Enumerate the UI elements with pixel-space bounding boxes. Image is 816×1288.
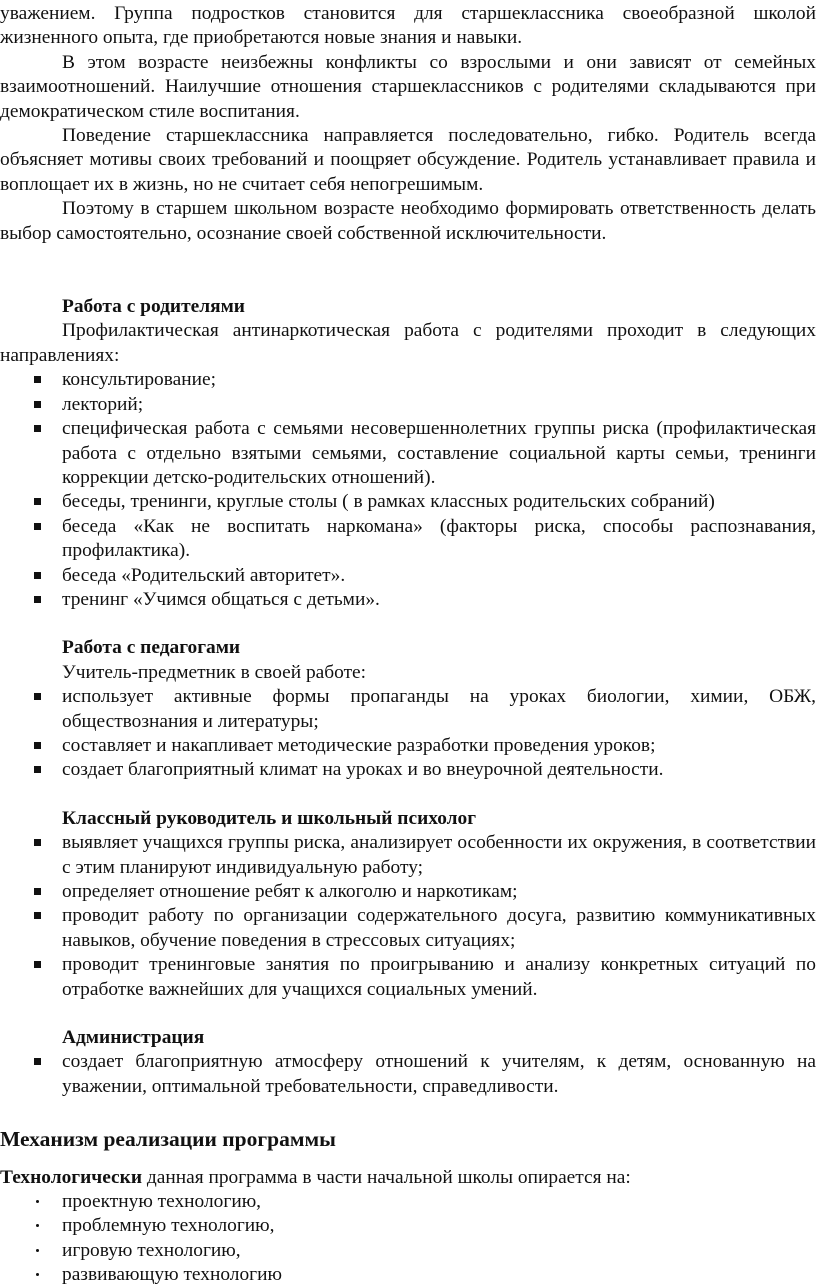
list-item: развивающую технологию xyxy=(0,1263,816,1287)
list-item: консультирование; xyxy=(0,368,816,392)
square-bullet-icon xyxy=(34,742,41,749)
intro-paragraph-2: В этом возрасте неизбежны конфликты со взрослыми и они зависят от семейных взаимоотношений. Наилучшие отношения старшеклассников с родителями складываются при демократическом стиле воспитания. xyxy=(0,51,816,122)
mechanism-lead-bold: Технологически xyxy=(0,1166,143,1188)
list-item: создает благоприятную атмосферу отношений к учителям, к детям, основанную на уважении, оптимальной требовательности, справедливости. xyxy=(0,1050,816,1099)
list-item: составляет и накапливает методические разработки проведения уроков; xyxy=(0,734,816,758)
administration-heading: Администрация xyxy=(62,1027,205,1049)
list-item: создает благоприятный климат на уроках и во внеурочной деятельности. xyxy=(0,758,816,782)
list-item: выявляет учащихся группы риска, анализирует особенности их окружения, в соответствии с этим планируют индивидуальную работу; xyxy=(0,831,816,880)
square-bullet-icon xyxy=(34,912,41,919)
list-item: определяет отношение ребят к алкоголю и наркотикам; xyxy=(0,880,816,904)
list-item: беседы, тренинги, круглые столы ( в рамках классных родительских собраний) xyxy=(0,490,816,514)
teachers-heading: Работа с педагогами xyxy=(62,637,241,659)
classteacher-list xyxy=(0,831,816,1002)
intro-paragraph-3: Поведение старшеклассника направляется последовательно, гибко. Родитель всегда объясняет мотивы своих требований и поощряет обсуждение. Родитель устанавливает правила и воплощает их в жизнь, но не считает себя непогрешимым. xyxy=(0,125,816,195)
square-bullet-icon xyxy=(34,425,41,432)
section-title: Механизм реализации программы xyxy=(0,1127,336,1152)
list-item: проводит работу по организации содержательного досуга, развитию коммуникативных навыков, обучение поведения в стрессовых ситуациях; xyxy=(0,904,816,953)
parents-list xyxy=(0,368,816,612)
list-item: тренинг «Учимся общаться с детьми». xyxy=(0,588,816,612)
mechanism-list xyxy=(0,1190,816,1288)
dot-bullet-icon xyxy=(36,1273,39,1276)
parents-heading: Работа с родителями xyxy=(62,296,245,318)
intro-paragraph-4: Поэтому в старшем школьном возрасте необходимо формировать ответственность делать выбор самостоятельно, осознание своей собственной исключительности. xyxy=(0,198,816,244)
square-bullet-icon xyxy=(34,961,41,968)
square-bullet-icon xyxy=(34,766,41,773)
list-item: беседа «Как не воспитать наркомана» (факторы риска, способы распознавания, профилактика). xyxy=(0,515,816,564)
teachers-list xyxy=(0,685,816,783)
list-item: специфическая работа с семьями несовершеннолетних группы риска (профилактическая работа с отдельно взятыми семьями, составление социальной карты семьи, тренинги коррекции детско-родительских отношений). xyxy=(0,417,816,490)
square-bullet-icon xyxy=(34,523,41,530)
classteacher-heading: Классный руководитель и школьный психолог xyxy=(62,807,477,829)
dot-bullet-icon xyxy=(36,1200,39,1203)
document-page xyxy=(0,2,816,1288)
dot-bullet-icon xyxy=(36,1224,39,1227)
parents-intro: Профилактическая антинаркотическая работа с родителями проходит в следующих направлениях: xyxy=(0,320,816,366)
intro-paragraph-1: уважением. Группа подростков становится для старшеклассника своеобразной школой жизненного опыта, где приобретаются новые знания и навыки. xyxy=(0,3,816,49)
administration-list xyxy=(0,1050,816,1099)
list-item: проводит тренинговые занятия по проигрыванию и анализу конкретных ситуаций по отработке важнейших для учащихся социальных умений. xyxy=(0,953,816,1002)
list-item: проблемную технологию, xyxy=(0,1214,816,1238)
list-item: игровую технологию, xyxy=(0,1239,816,1263)
list-item: проектную технологию, xyxy=(0,1190,816,1214)
square-bullet-icon xyxy=(34,1058,41,1065)
square-bullet-icon xyxy=(34,596,41,603)
mechanism-lead-text: данная программа в части начальной школы опирается на: xyxy=(142,1166,631,1188)
list-item: лекторий; xyxy=(0,393,816,417)
square-bullet-icon xyxy=(34,693,41,700)
dot-bullet-icon xyxy=(36,1249,39,1252)
square-bullet-icon xyxy=(34,888,41,895)
square-bullet-icon xyxy=(34,572,41,579)
mechanism-lead xyxy=(0,1166,816,1190)
square-bullet-icon xyxy=(34,376,41,383)
square-bullet-icon xyxy=(34,839,41,846)
list-item: использует активные формы пропаганды на уроках биологии, химии, ОБЖ, обществознания и литературы; xyxy=(0,685,816,734)
square-bullet-icon xyxy=(34,498,41,505)
list-item: беседа «Родительский авторитет». xyxy=(0,564,816,588)
square-bullet-icon xyxy=(34,401,41,408)
teachers-intro: Учитель-предметник в своей работе: xyxy=(62,661,367,683)
